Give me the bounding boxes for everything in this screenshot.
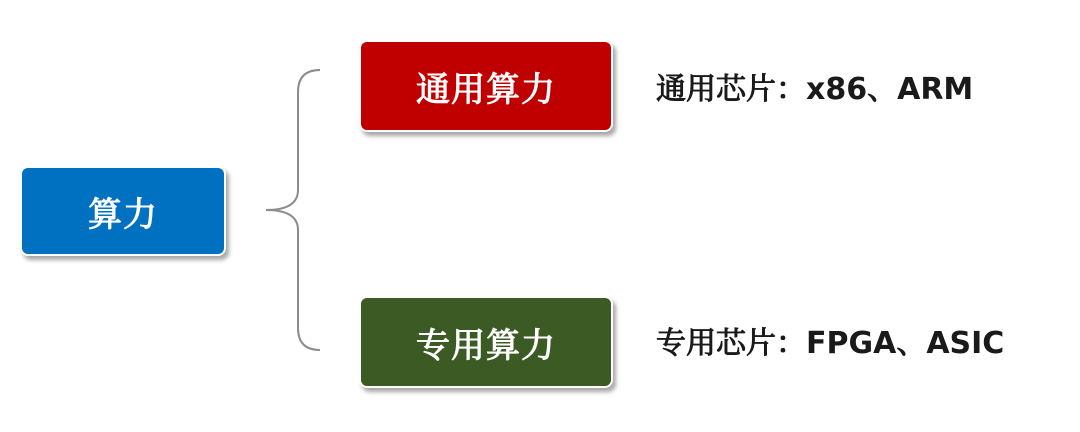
brace-path	[266, 70, 320, 350]
root-node-label: 算力	[88, 194, 158, 235]
branch-node-label: 专用算力	[416, 325, 556, 366]
special-chips-description: 专用芯片：FPGA、ASIC	[656, 326, 1005, 361]
root-node-computing-power	[20, 166, 226, 256]
general-chips-description: 通用芯片：x86、ARM	[656, 72, 974, 107]
branch-node-general-computing	[359, 40, 613, 132]
branch-node-special-computing	[359, 296, 613, 388]
branch-node-label: 通用算力	[416, 69, 556, 110]
